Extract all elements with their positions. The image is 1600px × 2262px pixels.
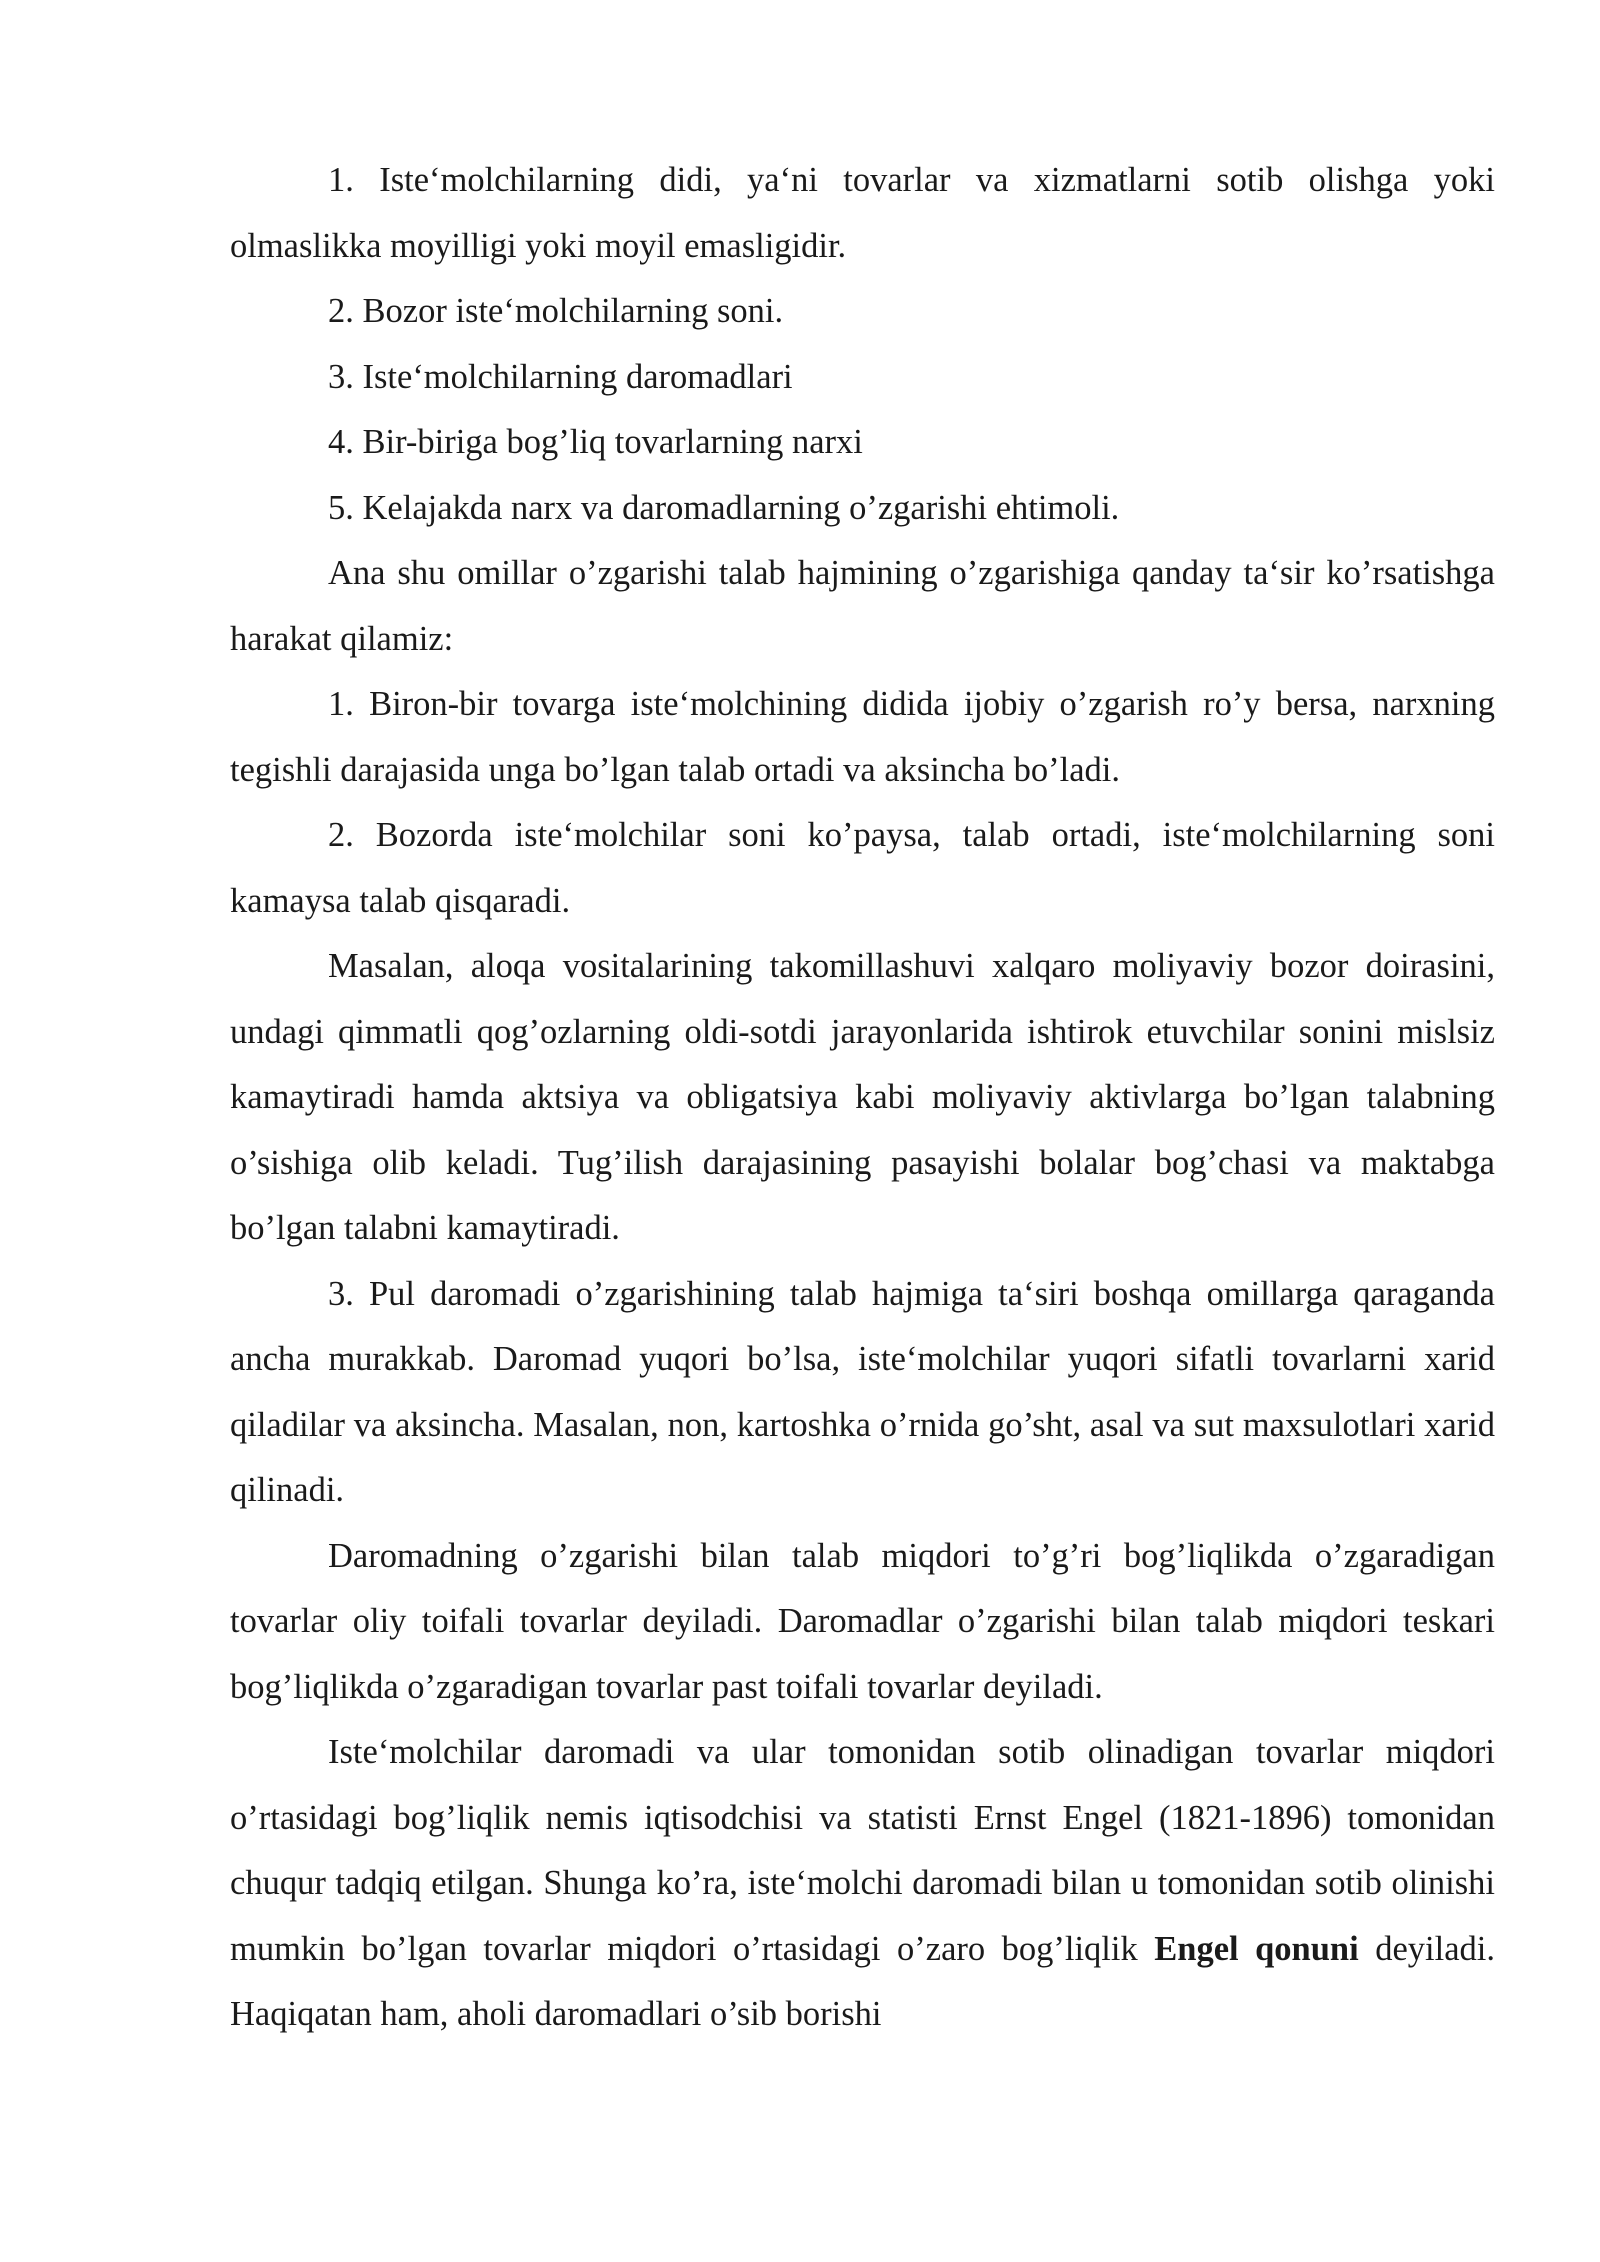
factor-item-4: 4. Bir-biriga bog’liq tovarlarning narxi	[328, 423, 863, 461]
effect-point-3: 3. Pul daromadi o’zgarishining talab hajmiga ta‘siri boshqa omillarga qaraganda ancha murakkab. Daromad yuqori bo’lsa, iste‘molchilar yuqori sifatli tovarlarni xarid qiladilar va aksincha. Masalan, non, kartoshka o’rnida go’sht, asal va sut maxsulotlari xarid qilinadi.	[230, 1274, 1495, 1509]
factor-item-3: 3. Iste‘molchilarning daromadlari	[328, 357, 793, 396]
engel-text-before: Iste‘molchilar daromadi va ular tomonidan sotib olinadigan tovarlar miqdori o’rtasidagi bog’liqlik nemis iqtisodchisi va statisti Ernst Engel (1821-1896) tomonidan chuqur tadqiq etilgan. Shunga ko’ra, iste‘molchi daromadi bilan u tomonidan sotib olinishi mumkin bo’lgan tovarlar miqdori o’rtasidagi o’zaro bog’liqlik	[230, 1733, 1495, 1968]
engel-law-term: Engel qonuni	[1154, 1929, 1359, 1968]
goods-paragraph: Daromadning o’zgarishi bilan talab miqdori to’g’ri bog’liqlikda o’zgaradigan tovarlar oliy toifali tovarlar deyiladi. Daromadlar o’zgarishi bilan talab miqdori teskari bog’liqlikda o’zgaradigan tovarlar past toifali tovarlar deyiladi.	[230, 1536, 1495, 1706]
effect-point-2: 2. Bozorda iste‘molchilar soni ko’paysa, talab ortadi, iste‘molchilarning soni kamaysa talab qisqaradi.	[230, 816, 1495, 920]
engel-text-after: deyiladi. Haqiqatan ham, aholi daromadlari o’sib borishi	[230, 1929, 1495, 2033]
example-paragraph: Masalan, aloqa vositalarining takomillashuvi xalqaro moliyaviy bozor doirasini, undagi qimmatli qog’ozlarning oldi-sotdi jarayonlarida ishtirok etuvchilar sonini mislsiz kamaytiradi hamda aktsiya va obligatsiya kabi moliyaviy aktivlarga bo’lgan talabning o’sishiga olib keladi. Tug’ilish darajasining pasayishi bolalar bog’chasi va maktabga bo’lgan talabni kamaytiradi.	[230, 947, 1495, 1247]
factor-item-2: 2. Bozor iste‘molchilarning soni.	[328, 292, 784, 330]
effect-point-1: 1. Biron-bir tovarga iste‘molchining didida ijobiy o’zgarish ro’y bersa, narxning tegishli darajasida unga bo’lgan talab ortadi va aksincha bo’ladi.	[230, 685, 1495, 789]
engel-paragraph	[230, 1720, 1495, 2048]
factor-item-1: 1. Iste‘molchilarning didi, ya‘ni tovarlar va xizmatlarni sotib olishga yoki olmaslikka moyilligi yoki moyil emasligidir.	[230, 161, 1495, 265]
factor-item-5: 5. Kelajakda narx va daromadlarning o’zgarishi ehtimoli.	[328, 488, 1120, 527]
intro-paragraph: Ana shu omillar o’zgarishi talab hajmining o’zgarishiga qanday ta‘sir ko’rsatishga harakat qilamiz:	[230, 554, 1495, 658]
document-page	[230, 148, 1495, 2048]
